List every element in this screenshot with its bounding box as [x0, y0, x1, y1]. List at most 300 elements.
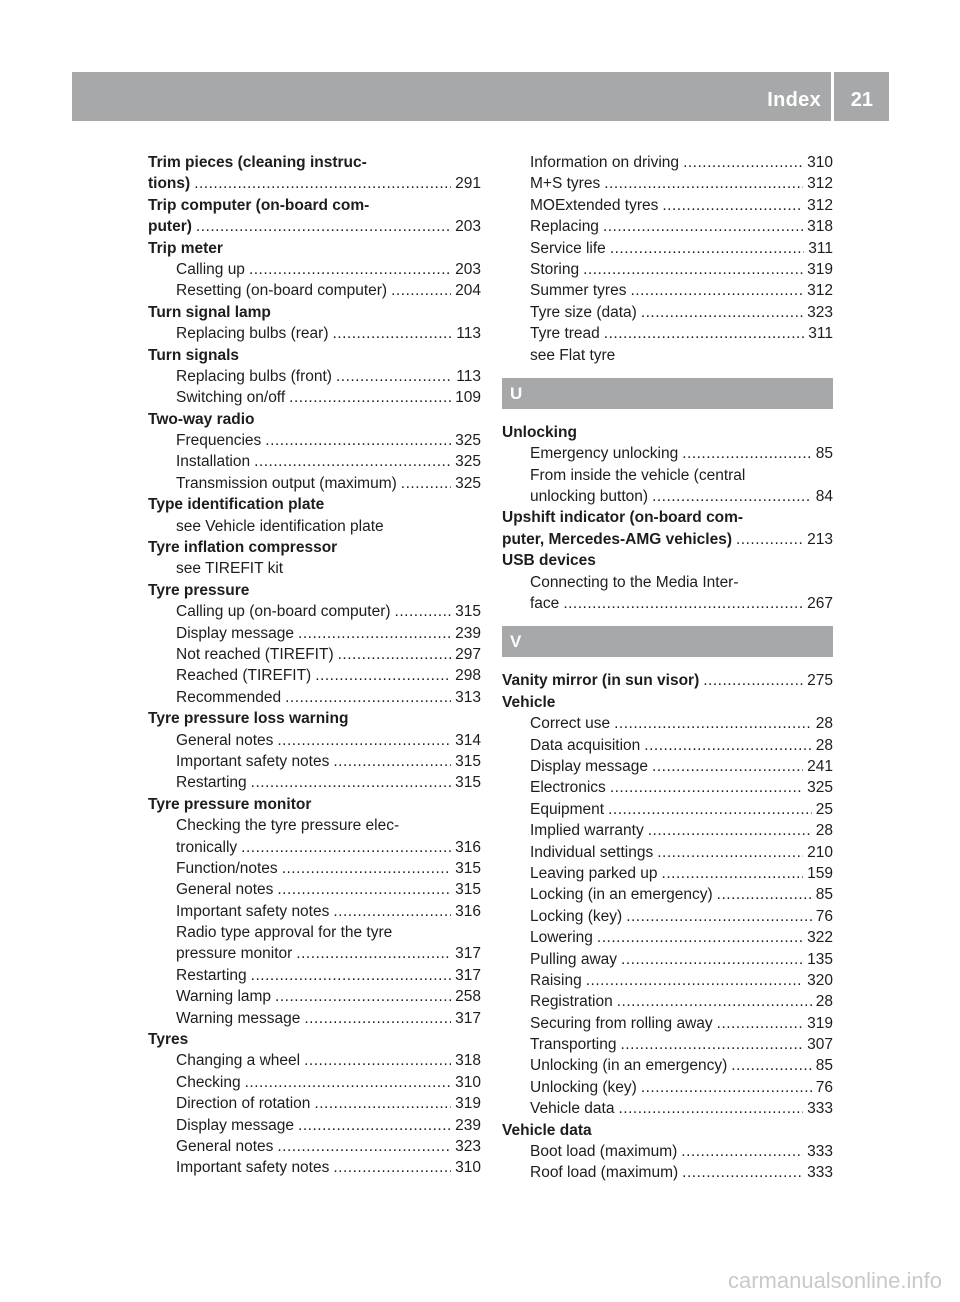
dot-leader	[401, 473, 451, 494]
page-reference: 325	[455, 432, 481, 450]
page-reference: 325	[807, 779, 833, 797]
index-subentry	[148, 901, 481, 922]
page-reference: 319	[807, 260, 833, 278]
entry-text: Vehicle data	[502, 1121, 592, 1139]
page-reference: 28	[815, 822, 833, 840]
entry-text: puter)	[148, 218, 192, 236]
index-subentry	[502, 820, 833, 841]
page-title: Index	[767, 89, 821, 111]
entry-text: Locking (in an emergency)	[530, 886, 713, 904]
page-reference: 85	[815, 445, 833, 463]
entry-text: Pulling away	[530, 950, 618, 968]
entry-text: Important safety notes	[176, 1159, 330, 1177]
page-reference: 319	[455, 1095, 481, 1113]
dot-leader	[391, 280, 451, 301]
index-subentry	[148, 772, 481, 793]
dot-leader	[610, 238, 804, 259]
dot-leader	[277, 879, 451, 900]
page-reference: 314	[455, 731, 481, 749]
entry-text: Trip computer (on-board com-	[148, 196, 370, 214]
page-reference: 333	[807, 1143, 833, 1161]
entry-text: Unlocking (in an emergency)	[530, 1057, 728, 1075]
dot-leader	[626, 906, 812, 927]
entry-text: Transmission output (maximum)	[176, 474, 397, 492]
entry-text: Individual settings	[530, 843, 654, 861]
entry-text: Frequencies	[176, 432, 262, 450]
page-reference: 320	[807, 971, 833, 989]
dot-leader	[277, 730, 451, 751]
index-subentry	[148, 837, 481, 858]
index-subentry	[148, 323, 481, 344]
index-subentry	[148, 366, 481, 387]
dot-leader	[657, 842, 803, 863]
dot-leader	[682, 443, 812, 464]
index-entry	[148, 345, 481, 366]
entry-text: From inside the vehicle (central	[530, 466, 746, 484]
page-number: 21	[850, 89, 873, 111]
entry-text: Replacing bulbs (rear)	[176, 325, 329, 343]
entry-text: tronically	[176, 838, 238, 856]
entry-text: Reached (TIREFIT)	[176, 667, 312, 685]
page-reference: 311	[808, 239, 833, 257]
page-reference: 28	[815, 736, 833, 754]
page-reference: 315	[455, 859, 481, 877]
index-subentry	[148, 601, 481, 622]
entry-text: Information on driving	[530, 154, 680, 171]
entry-text: Restarting	[176, 774, 247, 792]
entry-text: Radio type approval for the tyre	[176, 924, 393, 942]
page-reference: 76	[815, 1078, 833, 1096]
entry-text: Function/notes	[176, 859, 278, 877]
dot-leader	[314, 1093, 451, 1114]
index-subentry	[502, 1055, 833, 1076]
index-entry	[148, 173, 481, 194]
dot-leader	[597, 927, 803, 948]
page-reference: 312	[807, 282, 833, 300]
entry-text: Recommended	[176, 688, 282, 706]
page-reference: 325	[455, 453, 481, 471]
index-subentry	[148, 815, 481, 836]
dot-leader	[603, 216, 803, 237]
page-reference: 315	[455, 774, 481, 792]
dot-leader	[254, 451, 451, 472]
entry-text: Summer tyres	[530, 282, 627, 300]
entry-text: face	[530, 595, 560, 613]
index-subentry	[502, 152, 833, 173]
entry-text: Tyre inflation compressor	[148, 539, 338, 557]
dot-leader	[333, 751, 451, 772]
index-column-left	[148, 152, 481, 1179]
page-reference: 318	[455, 1052, 481, 1070]
index-entry	[148, 794, 481, 815]
header-bar	[72, 72, 889, 121]
index-entry	[148, 494, 481, 515]
page-reference: 317	[455, 966, 481, 984]
page-reference: 325	[455, 474, 481, 492]
dot-leader	[652, 756, 803, 777]
index-subentry	[502, 906, 833, 927]
dot-leader	[249, 259, 451, 280]
entry-text: Calling up	[176, 260, 245, 278]
page-reference: 109	[455, 389, 481, 407]
index-subentry	[148, 623, 481, 644]
dot-leader	[395, 601, 452, 622]
page-reference: 317	[455, 1009, 481, 1027]
entry-text: Transporting	[530, 1036, 617, 1054]
entry-text: Important safety notes	[176, 752, 330, 770]
page-reference: 213	[807, 530, 833, 548]
index-subentry	[148, 644, 481, 665]
index-subentry	[502, 756, 833, 777]
dot-leader	[652, 486, 812, 507]
dot-leader	[717, 1013, 803, 1034]
entry-text: Vehicle data	[530, 1100, 615, 1118]
entry-text: Vehicle	[502, 693, 556, 711]
page-reference: 291	[455, 175, 481, 193]
entry-text: Restarting	[176, 966, 247, 984]
index-subentry	[502, 1141, 833, 1162]
dot-leader	[703, 670, 803, 691]
entry-text: Tyres	[148, 1031, 189, 1049]
index-column-right	[502, 152, 833, 1184]
index-subentry	[148, 687, 481, 708]
index-subentry	[148, 473, 481, 494]
entry-text: General notes	[176, 881, 274, 899]
section-letter-bar: U	[502, 378, 833, 409]
entry-text: Calling up (on-board computer)	[176, 603, 391, 621]
page-reference: 319	[807, 1014, 833, 1032]
index-subentry	[148, 280, 481, 301]
entry-text: unlocking button)	[530, 488, 649, 506]
page-reference: 85	[815, 886, 833, 904]
entry-text: USB devices	[502, 552, 596, 570]
page-reference: 28	[815, 715, 833, 733]
dot-leader	[333, 901, 451, 922]
entry-text: tions)	[148, 175, 191, 193]
dot-leader	[614, 713, 812, 734]
index-subentry	[148, 1050, 481, 1071]
entry-text: see Vehicle identification plate	[176, 517, 384, 535]
entry-text: Display message	[176, 624, 295, 642]
page-reference: 84	[815, 488, 833, 506]
index-subentry	[502, 280, 833, 301]
index-entry	[502, 422, 833, 443]
dot-leader	[275, 986, 451, 1007]
entry-text: MOExtended tyres	[530, 196, 659, 214]
page-reference: 316	[455, 902, 481, 920]
dot-leader	[194, 173, 451, 194]
index-subentry	[502, 323, 833, 344]
page-reference: 312	[807, 196, 833, 214]
page-reference: 210	[807, 843, 833, 861]
index-subentry	[148, 451, 481, 472]
index-subentry	[148, 730, 481, 751]
dot-leader	[282, 858, 451, 879]
dot-leader	[630, 280, 803, 301]
dot-leader	[563, 593, 803, 614]
entry-text: Trim pieces (cleaning instruc-	[148, 154, 367, 171]
entry-text: Checking	[176, 1073, 241, 1091]
index-subentry	[502, 884, 833, 905]
page-reference: 310	[455, 1159, 481, 1177]
index-subentry	[502, 1098, 833, 1119]
page-reference: 313	[455, 688, 481, 706]
index-entry	[148, 580, 481, 601]
page-reference: 310	[455, 1073, 481, 1091]
dot-leader	[304, 1008, 451, 1029]
index-entry	[502, 550, 833, 571]
index-subentry	[148, 1093, 481, 1114]
entry-text: Turn signals	[148, 346, 240, 364]
page-reference: 323	[807, 303, 833, 321]
index-subentry	[502, 1013, 833, 1034]
entry-text: Changing a wheel	[176, 1052, 301, 1070]
entry-text: Unlocking	[502, 423, 577, 441]
dot-leader	[610, 777, 803, 798]
dot-leader	[662, 863, 804, 884]
page-reference: 113	[456, 325, 481, 343]
dot-leader	[604, 323, 805, 344]
dot-leader	[583, 259, 803, 280]
page-reference: 317	[455, 945, 481, 963]
entry-text: Unlocking (key)	[530, 1078, 637, 1096]
page-reference: 25	[815, 800, 833, 818]
dot-leader	[641, 1077, 812, 1098]
index-subentry	[502, 345, 833, 366]
dot-leader	[245, 1072, 452, 1093]
dot-leader	[682, 1162, 803, 1183]
page-reference: 312	[807, 175, 833, 193]
page-reference: 316	[455, 838, 481, 856]
entry-text: Raising	[530, 971, 582, 989]
entry-text: Important safety notes	[176, 902, 330, 920]
index-subentry	[502, 173, 833, 194]
index-subentry	[502, 991, 833, 1012]
entry-text: Locking (key)	[530, 907, 623, 925]
index-subentry	[148, 387, 481, 408]
index-subentry	[502, 735, 833, 756]
entry-text: Connecting to the Media Inter-	[530, 573, 739, 591]
entry-text: Roof load (maximum)	[530, 1164, 679, 1182]
entry-text: pressure monitor	[176, 945, 293, 963]
dot-leader	[315, 665, 451, 686]
entry-text: Display message	[530, 757, 649, 775]
index-subentry	[148, 943, 481, 964]
index-entry	[502, 529, 833, 550]
entry-text: Replacing	[530, 218, 599, 236]
dot-leader	[296, 943, 451, 964]
index-subentry	[502, 949, 833, 970]
entry-text: Warning lamp	[176, 988, 272, 1006]
entry-text: Implied warranty	[530, 822, 644, 840]
page-reference: 315	[455, 881, 481, 899]
index-subentry	[502, 1077, 833, 1098]
index-subentry	[502, 970, 833, 991]
index-subentry	[502, 842, 833, 863]
entry-text: Securing from rolling away	[530, 1014, 713, 1032]
dot-leader	[304, 1050, 451, 1071]
index-subentry	[148, 922, 481, 943]
header-divider	[831, 72, 834, 121]
index-subentry	[148, 1157, 481, 1178]
entry-text: Service life	[530, 239, 606, 257]
dot-leader	[251, 772, 451, 793]
section-letter-bar: V	[502, 626, 833, 657]
entry-text: Turn signal lamp	[148, 303, 271, 321]
dot-leader	[196, 216, 451, 237]
page-reference: 204	[455, 282, 481, 300]
index-subentry	[148, 1115, 481, 1136]
index-entry	[148, 195, 481, 216]
entry-text: Tyre size (data)	[530, 303, 637, 321]
index-entry	[502, 692, 833, 713]
index-subentry	[148, 751, 481, 772]
page-reference: 322	[807, 929, 833, 947]
index-subentry	[502, 443, 833, 464]
page-reference: 85	[815, 1057, 833, 1075]
page-reference: 318	[807, 218, 833, 236]
dot-leader	[608, 799, 812, 820]
entry-text: Leaving parked up	[530, 864, 658, 882]
page-reference: 298	[455, 667, 481, 685]
index-subentry	[148, 1136, 481, 1157]
entry-text: Data acquisition	[530, 736, 641, 754]
index-entry	[148, 238, 481, 259]
dot-leader	[241, 837, 451, 858]
dot-leader	[289, 387, 451, 408]
page-reference: 267	[807, 595, 833, 613]
index-subentry	[502, 465, 833, 486]
page-reference: 113	[456, 367, 481, 385]
dot-leader	[298, 1115, 451, 1136]
page-reference: 203	[455, 260, 481, 278]
dot-leader	[662, 195, 803, 216]
index-entry	[148, 708, 481, 729]
index-entry	[148, 216, 481, 237]
index-entry	[148, 1029, 481, 1050]
dot-leader	[285, 687, 451, 708]
index-subentry	[502, 486, 833, 507]
index-subentry	[502, 572, 833, 593]
page-reference: 239	[455, 1116, 481, 1134]
dot-leader	[731, 1055, 811, 1076]
entry-text: Type identification plate	[148, 496, 325, 514]
index-subentry	[148, 986, 481, 1007]
index-subentry	[148, 965, 481, 986]
dot-leader	[298, 623, 451, 644]
entry-text: Checking the tyre pressure elec-	[176, 817, 400, 835]
index-subentry	[502, 238, 833, 259]
entry-text: Tyre tread	[530, 325, 600, 343]
entry-text: General notes	[176, 1137, 274, 1155]
entry-text: see TIREFIT kit	[176, 560, 284, 578]
entry-text: Not reached (TIREFIT)	[176, 645, 334, 663]
page-reference: 76	[815, 907, 833, 925]
dot-leader	[333, 323, 453, 344]
page-reference: 311	[808, 325, 833, 343]
page-reference: 239	[455, 624, 481, 642]
entry-text: Direction of rotation	[176, 1095, 311, 1113]
index-subentry	[148, 879, 481, 900]
page-reference: 315	[455, 603, 481, 621]
entry-text: Resetting (on-board computer)	[176, 282, 388, 300]
entry-text: Electronics	[530, 779, 606, 797]
page-reference: 323	[455, 1137, 481, 1155]
entry-text: Display message	[176, 1116, 295, 1134]
index-subentry	[502, 1162, 833, 1183]
index-subentry	[502, 593, 833, 614]
index-entry	[148, 152, 481, 173]
index-subentry	[502, 927, 833, 948]
index-subentry	[502, 302, 833, 323]
page-reference: 28	[815, 993, 833, 1011]
entry-text: Vanity mirror (in sun visor)	[502, 672, 700, 690]
page-reference: 159	[807, 864, 833, 882]
entry-text: Tyre pressure monitor	[148, 795, 312, 813]
entry-text: Emergency unlocking	[530, 445, 679, 463]
watermark: carmanualsonline.info	[727, 1268, 942, 1293]
entry-text: puter, Mercedes-AMG vehicles)	[502, 530, 732, 548]
dot-leader	[620, 1034, 803, 1055]
index-entry	[148, 302, 481, 323]
dot-leader	[618, 1098, 803, 1119]
index-subentry	[502, 259, 833, 280]
dot-leader	[277, 1136, 451, 1157]
index-subentry	[502, 799, 833, 820]
dot-leader	[333, 1157, 451, 1178]
dot-leader	[586, 970, 803, 991]
entry-text: Storing	[530, 260, 580, 278]
page-reference: 297	[455, 645, 481, 663]
page-reference: 203	[455, 218, 481, 236]
dot-leader	[641, 302, 803, 323]
dot-leader	[736, 529, 803, 550]
entry-text: Correct use	[530, 715, 611, 733]
dot-leader	[681, 1141, 803, 1162]
page-reference: 258	[455, 988, 481, 1006]
entry-text: Registration	[530, 993, 613, 1011]
index-subentry	[148, 516, 481, 537]
index-subentry	[502, 777, 833, 798]
index-subentry	[148, 1072, 481, 1093]
index-subentry	[148, 665, 481, 686]
entry-text: Boot load (maximum)	[530, 1143, 678, 1161]
dot-leader	[336, 366, 452, 387]
index-entry	[148, 537, 481, 558]
page-reference: 310	[807, 154, 833, 171]
page-reference: 333	[807, 1100, 833, 1118]
entry-text: Two-way radio	[148, 410, 255, 428]
index-subentry	[502, 1034, 833, 1055]
index-subentry	[502, 863, 833, 884]
dot-leader	[648, 820, 812, 841]
index-subentry	[502, 713, 833, 734]
index-entry	[502, 507, 833, 528]
page-reference: 135	[807, 950, 833, 968]
entry-text: see Flat tyre	[530, 346, 616, 364]
index-subentry	[502, 216, 833, 237]
entry-text: Trip meter	[148, 239, 223, 257]
entry-text: Upshift indicator (on-board com-	[502, 509, 744, 527]
index-subentry	[148, 430, 481, 451]
dot-leader	[265, 430, 451, 451]
entry-text: Tyre pressure loss warning	[148, 710, 349, 728]
dot-leader	[604, 173, 803, 194]
page-reference: 241	[807, 757, 833, 775]
page-reference: 307	[807, 1036, 833, 1054]
dot-leader	[338, 644, 452, 665]
entry-text: Warning message	[176, 1009, 301, 1027]
